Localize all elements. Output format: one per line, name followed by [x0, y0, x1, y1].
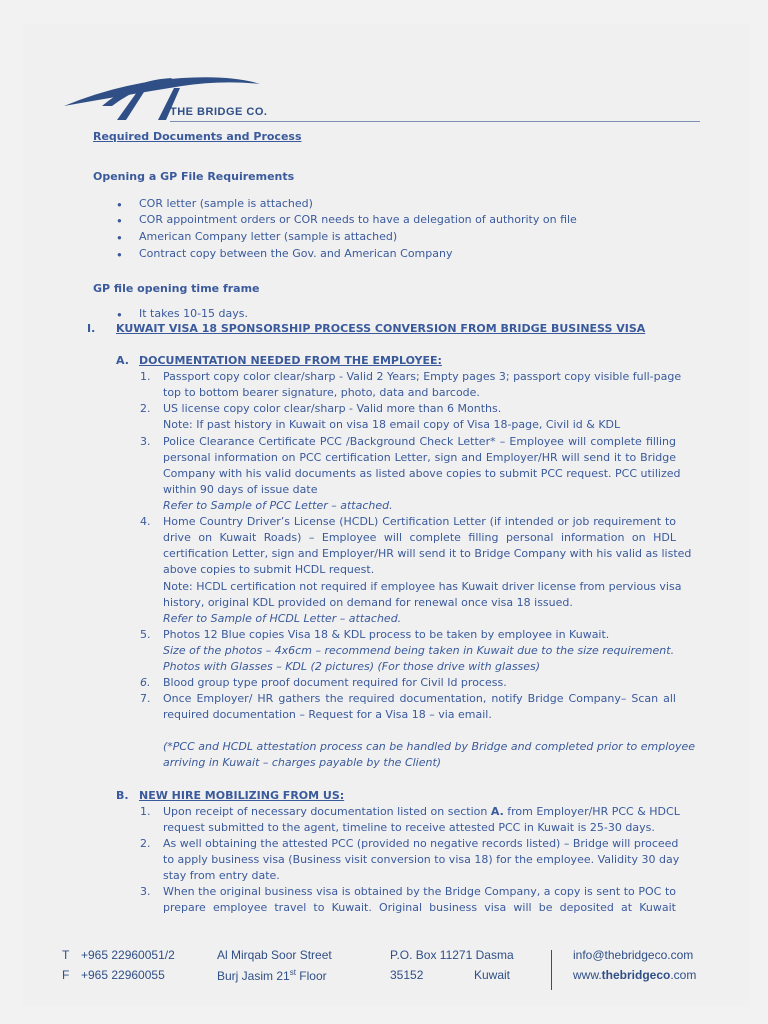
item-line: Note: HCDL certification not required if employee has Kuwait driver license from pervious visa — [163, 580, 682, 593]
item-line: When the original business visa is obtained by the Bridge Company, a copy is sent to POC to — [163, 885, 676, 898]
footer-po-box: P.O. Box 11271 Dasma — [390, 948, 514, 962]
item-number: 3. — [140, 885, 151, 898]
gp-timeframe-title: GP file opening time frame — [93, 282, 260, 295]
item-line: Police Clearance Certificate PCC /Background Check Letter* – Employee will complete filling — [163, 435, 676, 448]
item-line: drive on Kuwait Roads) – Employee will complete filling personal information on HDL — [163, 531, 676, 544]
item-number: 1. — [140, 370, 151, 383]
item-line: required documentation – Request for a Visa 18 – via email. — [163, 708, 492, 721]
item-line: prepare employee travel to Kuwait. Original business visa will be deposited at Kuwait — [163, 901, 676, 914]
list-item: It takes 10-15 days. — [139, 307, 249, 320]
item-line: to apply business visa (Business visit conversion to visa 18) for the employee. Validity 30 day — [163, 853, 680, 866]
item-line: above copies to submit HCDL request. — [163, 563, 375, 576]
item-line: Upon receipt of necessary documentation listed on section A. from Employer/HR PCC & HDCL — [163, 805, 680, 818]
footer-country: Kuwait — [474, 968, 511, 982]
company-name: THE BRIDGE CO. — [170, 106, 268, 118]
item-line: history, original KDL provided on demand for renewal once visa 18 issued. — [163, 596, 573, 609]
attestation-note: arriving in Kuwait – charges payable by the Client) — [163, 756, 442, 769]
item-line: within 90 days of issue date — [163, 483, 318, 496]
part-title: KUWAIT VISA 18 SPONSORSHIP PROCESS CONVERSION FROM BRIDGE BUSINESS VISA — [116, 322, 646, 335]
item-line: Home Country Driver’s License (HCDL) Certification Letter (if intended or job requirement to — [163, 515, 676, 528]
item-line: As well obtaining the attested PCC (provided no negative records listed) – Bridge will proceed — [163, 837, 679, 850]
section-b-letter: B. — [116, 789, 129, 802]
bullet: ● — [117, 216, 122, 225]
bullet: ● — [117, 250, 122, 259]
item-number: 7. — [140, 692, 151, 705]
header-rule — [170, 121, 700, 122]
item-line: request submitted to the agent, timeline to receive attested PCC in Kuwait is 25-30 days. — [163, 821, 655, 834]
item-line: Note: If past history in Kuwait on visa 18 email copy of Visa 18-page, Civil id & KDL — [163, 418, 621, 431]
bullet: ● — [117, 233, 122, 242]
section-b-title: NEW HIRE MOBILIZING FROM US: — [139, 789, 345, 802]
gp-requirements-title: Opening a GP File Requirements — [93, 170, 295, 183]
footer-website-link[interactable]: www.thebridgeco.com — [573, 968, 697, 982]
footer-address-line1: Al Mirqab Soor Street — [217, 948, 332, 962]
item-number: 5. — [140, 628, 151, 641]
item-line: top to bottom bearer signature, photo, data and barcode. — [163, 386, 480, 399]
item-line: Once Employer/ HR gathers the required documentation, notify Bridge Company– Scan all — [163, 692, 676, 705]
part-numeral: I. — [87, 322, 96, 335]
item-line: personal information on PCC certification Letter, sign and Employer/HR will send it to Bridge — [163, 451, 676, 464]
item-number: 1. — [140, 805, 151, 818]
item-note: Photos with Glasses – KDL (2 pictures) (For those drive with glasses) — [163, 660, 541, 673]
section-a-letter: A. — [116, 354, 129, 367]
item-line: Company with his valid documents as listed above copies to submit PCC request. PCC utilized — [163, 467, 681, 480]
bullet: ● — [117, 310, 122, 319]
item-note: Size of the photos – 4x6cm – recommend being taken in Kuwait due to the size requirement. — [163, 644, 675, 657]
section-a-title: DOCUMENTATION NEEDED FROM THE EMPLOYEE: — [139, 354, 442, 367]
list-item: Contract copy between the Gov. and American Company — [139, 247, 453, 260]
item-line: Photos 12 Blue copies Visa 18 & KDL process to be taken by employee in Kuwait. — [163, 628, 610, 641]
item-number: 4. — [140, 515, 151, 528]
list-item: American Company letter (sample is attached) — [139, 230, 398, 243]
footer-email-link[interactable]: info@thebridgeco.com — [573, 948, 694, 962]
bullet: ● — [117, 200, 122, 209]
item-number: 2. — [140, 402, 151, 415]
item-number: 3. — [140, 435, 151, 448]
attestation-note: (*PCC and HCDL attestation process can be handled by Bridge and completed prior to employee — [163, 740, 696, 753]
section-title: Required Documents and Process — [93, 130, 302, 143]
footer-tel-label: T — [62, 948, 70, 962]
footer-fax-label: F — [62, 968, 70, 982]
list-item: COR appointment orders or COR needs to have a delegation of authority on file — [139, 213, 577, 226]
item-line: Passport copy color clear/sharp - Valid 2 Years; Empty pages 3; passport copy visible full-page — [163, 370, 682, 383]
footer-fax: +965 22960055 — [81, 968, 165, 982]
item-line: Blood group type proof document required for Civil Id process. — [163, 676, 507, 689]
item-note: Refer to Sample of HCDL Letter – attached. — [163, 612, 402, 625]
item-number: 2. — [140, 837, 151, 850]
footer-zip: 35152 — [390, 968, 424, 982]
item-number: 6. — [140, 676, 151, 689]
item-line: US license copy color clear/sharp - Valid more than 6 Months. — [163, 402, 502, 415]
item-line: certification Letter, sign and Employer/HR will send it to Bridge Company with his valid as listed — [163, 547, 692, 560]
item-line: stay from entry date. — [163, 869, 280, 882]
footer-divider — [551, 950, 552, 990]
item-note: Refer to Sample of PCC Letter – attached. — [163, 499, 393, 512]
footer-address-line2: Burj Jasim 21st Floor — [217, 968, 327, 983]
list-item: COR letter (sample is attached) — [139, 197, 313, 210]
footer-tel[interactable]: +965 22960051/2 — [81, 948, 175, 962]
